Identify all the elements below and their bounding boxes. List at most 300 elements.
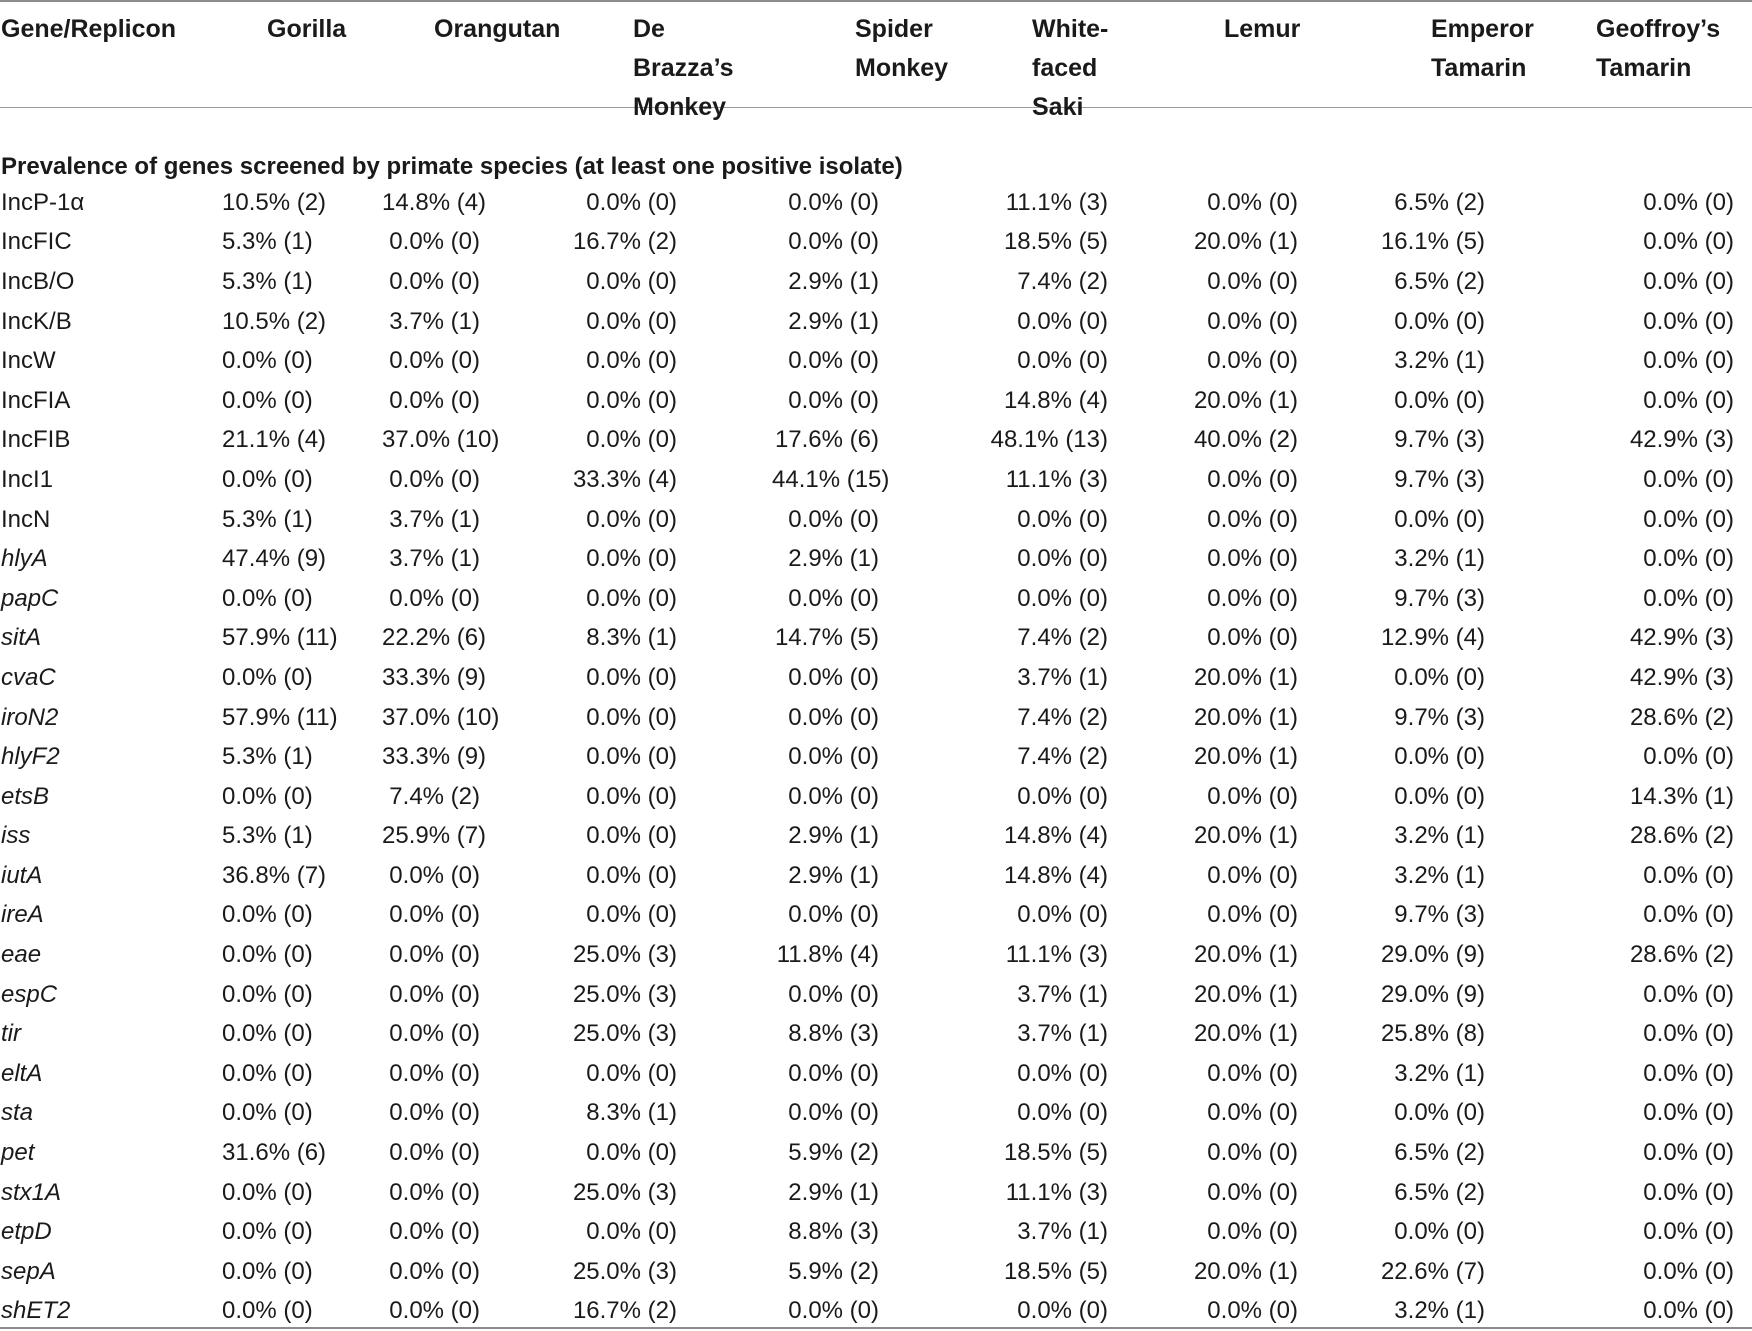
value-cell: 3.2% (1) xyxy=(1394,1059,1485,1087)
value-cell: 0.0% (0) xyxy=(788,386,879,414)
value-cell: 29.0% (9) xyxy=(1380,980,1485,1008)
gene-name-cell: pet xyxy=(1,1139,35,1167)
value-cell: 0.0% (0) xyxy=(1207,188,1298,216)
value-cell: 0.0% (0) xyxy=(1643,1020,1734,1048)
value-cell: 0.0% (0) xyxy=(1643,465,1734,493)
value-cell: 9.7% (3) xyxy=(1394,426,1485,454)
value-cell: 0.0% (0) xyxy=(1394,307,1485,335)
value-cell: 5.3% (1) xyxy=(222,822,313,850)
value-cell: 0.0% (0) xyxy=(586,347,677,375)
value-cell: 0.0% (0) xyxy=(1643,347,1734,375)
value-cell: 29.0% (9) xyxy=(1380,941,1485,969)
value-cell: 0.0% (0) xyxy=(1207,505,1298,533)
value-cell: 0.0% (0) xyxy=(1643,386,1734,414)
value-cell: 0.0% (0) xyxy=(1207,901,1298,929)
value-cell: 20.0% (1) xyxy=(1193,386,1298,414)
value-cell: 8.8% (3) xyxy=(788,1020,879,1048)
value-cell: 0.0% (0) xyxy=(1207,267,1298,295)
value-cell: 0.0% (0) xyxy=(222,465,313,493)
value-cell: 20.0% (1) xyxy=(1193,941,1298,969)
table-row xyxy=(0,1173,1752,1213)
col-header-orangutan xyxy=(382,10,572,127)
value-cell: 0.0% (0) xyxy=(1207,1099,1298,1127)
col-header-line: Gene/Replicon xyxy=(1,15,177,43)
col-header-line: Orangutan xyxy=(434,15,561,43)
value-cell: 28.6% (2) xyxy=(1629,941,1734,969)
value-cell: 7.4% (2) xyxy=(389,782,480,810)
value-cell: 0.0% (0) xyxy=(222,980,313,1008)
value-cell: 0.0% (0) xyxy=(389,1218,480,1246)
value-cell: 0.0% (0) xyxy=(1394,386,1485,414)
value-cell: 0.0% (0) xyxy=(788,782,879,810)
value-cell: 0.0% (0) xyxy=(788,703,879,731)
col-header-line: Tamarin xyxy=(1596,54,1692,82)
value-cell: 47.4% (9) xyxy=(222,545,327,573)
value-cell: 0.0% (0) xyxy=(586,386,677,414)
table-body xyxy=(0,127,1752,1331)
gene-name-cell: IncP-1α xyxy=(1,188,85,216)
value-cell: 0.0% (0) xyxy=(222,1020,313,1048)
value-cell: 0.0% (0) xyxy=(1394,663,1485,691)
table-row xyxy=(0,698,1752,738)
value-cell: 2.9% (1) xyxy=(788,822,879,850)
table-row xyxy=(0,1133,1752,1173)
value-cell: 2.9% (1) xyxy=(788,307,879,335)
value-cell: 44.1% (15) xyxy=(772,465,890,493)
value-cell: 0.0% (0) xyxy=(1017,901,1108,929)
gene-name-cell: IncN xyxy=(1,505,51,533)
value-cell: 0.0% (0) xyxy=(389,465,480,493)
value-cell: 0.0% (0) xyxy=(222,1218,313,1246)
value-cell: 0.0% (0) xyxy=(1394,743,1485,771)
prevalence-table xyxy=(0,10,1752,1331)
col-header-line: Geoffroy’s xyxy=(1596,15,1721,43)
value-cell: 0.0% (0) xyxy=(788,1297,879,1325)
table-row xyxy=(0,1252,1752,1292)
gene-name-cell: eltA xyxy=(1,1059,43,1087)
value-cell: 0.0% (0) xyxy=(1643,1099,1734,1127)
value-cell: 20.0% (1) xyxy=(1193,822,1298,850)
gene-name-cell: IncB/O xyxy=(1,267,75,295)
value-cell: 0.0% (0) xyxy=(389,267,480,295)
value-cell: 9.7% (3) xyxy=(1394,584,1485,612)
value-cell: 0.0% (0) xyxy=(1643,505,1734,533)
col-header-de-brazzas-monkey xyxy=(572,10,772,127)
value-cell: 25.0% (3) xyxy=(572,941,677,969)
value-cell: 0.0% (0) xyxy=(788,743,879,771)
value-cell: 0.0% (0) xyxy=(788,980,879,1008)
value-cell: 0.0% (0) xyxy=(222,782,313,810)
value-cell: 9.7% (3) xyxy=(1394,465,1485,493)
value-cell: 0.0% (0) xyxy=(389,901,480,929)
value-cell: 0.0% (0) xyxy=(389,980,480,1008)
value-cell: 17.6% (6) xyxy=(774,426,879,454)
gene-name-cell: hlyF2 xyxy=(1,743,60,771)
value-cell: 0.0% (0) xyxy=(788,1059,879,1087)
gene-name-cell: stx1A xyxy=(1,1178,62,1206)
value-cell: 3.7% (1) xyxy=(1017,1218,1108,1246)
value-cell: 10.5% (2) xyxy=(222,188,327,216)
value-cell: 0.0% (0) xyxy=(1643,188,1734,216)
value-cell: 0.0% (0) xyxy=(788,505,879,533)
col-header-emperor-tamarin xyxy=(1362,10,1545,127)
value-cell: 0.0% (0) xyxy=(1643,1059,1734,1087)
value-cell: 0.0% (0) xyxy=(586,307,677,335)
value-cell: 11.1% (3) xyxy=(1005,465,1108,493)
col-header-line: Lemur xyxy=(1224,15,1301,43)
col-header-line: Monkey xyxy=(855,54,949,82)
gene-name-cell: IncFIB xyxy=(1,426,71,454)
col-header-lemur xyxy=(1160,10,1362,127)
value-cell: 0.0% (0) xyxy=(1643,267,1734,295)
value-cell: 0.0% (0) xyxy=(389,1020,480,1048)
value-cell: 2.9% (1) xyxy=(788,267,879,295)
value-cell: 0.0% (0) xyxy=(389,1099,480,1127)
value-cell: 0.0% (0) xyxy=(1207,1059,1298,1087)
value-cell: 0.0% (0) xyxy=(586,545,677,573)
value-cell: 0.0% (0) xyxy=(1017,1059,1108,1087)
value-cell: 0.0% (0) xyxy=(1207,1139,1298,1167)
value-cell: 0.0% (0) xyxy=(586,505,677,533)
value-cell: 25.9% (7) xyxy=(382,822,487,850)
value-cell: 5.3% (1) xyxy=(222,505,313,533)
value-cell: 0.0% (0) xyxy=(1017,782,1108,810)
value-cell: 0.0% (0) xyxy=(389,1178,480,1206)
value-cell: 3.7% (1) xyxy=(389,307,480,335)
table-row xyxy=(0,1094,1752,1134)
value-cell: 2.9% (1) xyxy=(788,545,879,573)
col-header-gene xyxy=(0,10,222,127)
col-header-geoffroys-tamarin xyxy=(1545,10,1752,127)
value-cell: 20.0% (1) xyxy=(1193,1020,1298,1048)
value-cell: 18.5% (5) xyxy=(1003,1139,1108,1167)
value-cell: 20.0% (1) xyxy=(1193,663,1298,691)
value-cell: 0.0% (0) xyxy=(222,1297,313,1325)
value-cell: 36.8% (7) xyxy=(222,861,327,889)
value-cell: 0.0% (0) xyxy=(586,703,677,731)
value-cell: 25.8% (8) xyxy=(1380,1020,1485,1048)
table-row xyxy=(0,1014,1752,1054)
value-cell: 3.7% (1) xyxy=(1017,1020,1108,1048)
value-cell: 0.0% (0) xyxy=(586,584,677,612)
value-cell: 12.9% (4) xyxy=(1380,624,1485,652)
value-cell: 0.0% (0) xyxy=(222,347,313,375)
gene-name-cell: shET2 xyxy=(1,1297,71,1325)
col-header-line: Emperor xyxy=(1431,15,1534,43)
value-cell: 0.0% (0) xyxy=(788,663,879,691)
value-cell: 5.9% (2) xyxy=(788,1257,879,1285)
gene-name-cell: IncI1 xyxy=(1,465,54,493)
value-cell: 0.0% (0) xyxy=(586,782,677,810)
value-cell: 0.0% (0) xyxy=(389,386,480,414)
table-row xyxy=(0,856,1752,896)
value-cell: 6.5% (2) xyxy=(1394,1139,1485,1167)
gene-name-cell: IncW xyxy=(1,347,56,375)
value-cell: 0.0% (0) xyxy=(788,228,879,256)
section-row xyxy=(0,127,1752,183)
value-cell: 2.9% (1) xyxy=(788,1178,879,1206)
value-cell: 0.0% (0) xyxy=(222,1099,313,1127)
value-cell: 0.0% (0) xyxy=(788,584,879,612)
table-row xyxy=(0,302,1752,342)
value-cell: 3.2% (1) xyxy=(1394,545,1485,573)
gene-name-cell: IncFIA xyxy=(1,386,71,414)
gene-name-cell: papC xyxy=(1,584,59,612)
value-cell: 2.9% (1) xyxy=(788,861,879,889)
value-cell: 22.2% (6) xyxy=(382,624,487,652)
value-cell: 20.0% (1) xyxy=(1193,743,1298,771)
value-cell: 42.9% (3) xyxy=(1629,663,1734,691)
value-cell: 0.0% (0) xyxy=(389,1297,480,1325)
table-row xyxy=(0,817,1752,857)
gene-name-cell: sitA xyxy=(1,624,42,652)
value-cell: 57.9% (11) xyxy=(222,624,338,652)
table-row xyxy=(0,658,1752,698)
value-cell: 5.9% (2) xyxy=(788,1139,879,1167)
value-cell: 22.6% (7) xyxy=(1380,1257,1485,1285)
value-cell: 18.5% (5) xyxy=(1003,1257,1108,1285)
value-cell: 0.0% (0) xyxy=(1017,505,1108,533)
gene-name-cell: espC xyxy=(1,980,58,1008)
value-cell: 9.7% (3) xyxy=(1394,901,1485,929)
table-row xyxy=(0,975,1752,1015)
value-cell: 7.4% (2) xyxy=(1017,743,1108,771)
value-cell: 0.0% (0) xyxy=(1017,307,1108,335)
value-cell: 3.2% (1) xyxy=(1394,347,1485,375)
table-row xyxy=(0,619,1752,659)
table-row xyxy=(0,539,1752,579)
value-cell: 0.0% (0) xyxy=(1207,307,1298,335)
value-cell: 0.0% (0) xyxy=(1643,861,1734,889)
table-row xyxy=(0,1054,1752,1094)
value-cell: 0.0% (0) xyxy=(1017,584,1108,612)
col-header-white-faced-saki xyxy=(962,10,1160,127)
gene-name-cell: eae xyxy=(1,941,42,969)
value-cell: 3.7% (1) xyxy=(1017,663,1108,691)
value-cell: 0.0% (0) xyxy=(389,1139,480,1167)
value-cell: 5.3% (1) xyxy=(222,267,313,295)
value-cell: 9.7% (3) xyxy=(1394,703,1485,731)
gene-name-cell: etpD xyxy=(1,1218,52,1246)
value-cell: 3.7% (1) xyxy=(389,505,480,533)
gene-name-cell: etsB xyxy=(1,782,50,810)
value-cell: 18.5% (5) xyxy=(1003,228,1108,256)
value-cell: 25.0% (3) xyxy=(572,1257,677,1285)
value-cell: 48.1% (13) xyxy=(990,426,1108,454)
value-cell: 0.0% (0) xyxy=(586,1218,677,1246)
value-cell: 37.0% (10) xyxy=(382,703,500,731)
table-row xyxy=(0,579,1752,619)
value-cell: 0.0% (0) xyxy=(222,1059,313,1087)
value-cell: 20.0% (1) xyxy=(1193,1257,1298,1285)
value-cell: 0.0% (0) xyxy=(1643,1139,1734,1167)
value-cell: 16.7% (2) xyxy=(572,228,677,256)
value-cell: 0.0% (0) xyxy=(389,347,480,375)
value-cell: 0.0% (0) xyxy=(1207,624,1298,652)
value-cell: 0.0% (0) xyxy=(586,743,677,771)
value-cell: 0.0% (0) xyxy=(586,426,677,454)
value-cell: 11.1% (3) xyxy=(1005,188,1108,216)
table-row xyxy=(0,183,1752,223)
value-cell: 20.0% (1) xyxy=(1193,980,1298,1008)
value-cell: 0.0% (0) xyxy=(222,1257,313,1285)
value-cell: 0.0% (0) xyxy=(1643,1257,1734,1285)
value-cell: 28.6% (2) xyxy=(1629,703,1734,731)
value-cell: 0.0% (0) xyxy=(788,1099,879,1127)
value-cell: 0.0% (0) xyxy=(1017,347,1108,375)
value-cell: 0.0% (0) xyxy=(586,188,677,216)
value-cell: 14.8% (4) xyxy=(1003,386,1108,414)
value-cell: 0.0% (0) xyxy=(1643,743,1734,771)
gene-name-cell: ireA xyxy=(1,901,44,929)
col-header-gorilla xyxy=(222,10,382,127)
value-cell: 25.0% (3) xyxy=(572,1020,677,1048)
col-header-spider-monkey xyxy=(772,10,962,127)
value-cell: 8.3% (1) xyxy=(586,1099,677,1127)
table-row xyxy=(0,737,1752,777)
gene-name-cell: iss xyxy=(1,822,31,850)
value-cell: 6.5% (2) xyxy=(1394,188,1485,216)
gene-name-cell: cvaC xyxy=(1,663,56,691)
value-cell: 3.7% (1) xyxy=(389,545,480,573)
value-cell: 0.0% (0) xyxy=(389,228,480,256)
value-cell: 40.0% (2) xyxy=(1193,426,1298,454)
value-cell: 8.3% (1) xyxy=(586,624,677,652)
col-header-line: Monkey xyxy=(633,93,727,121)
value-cell: 0.0% (0) xyxy=(389,861,480,889)
table-row xyxy=(0,935,1752,975)
value-cell: 7.4% (2) xyxy=(1017,703,1108,731)
value-cell: 14.8% (4) xyxy=(382,188,487,216)
value-cell: 14.8% (4) xyxy=(1003,822,1108,850)
value-cell: 8.8% (3) xyxy=(788,1218,879,1246)
value-cell: 20.0% (1) xyxy=(1193,703,1298,731)
value-cell: 3.2% (1) xyxy=(1394,822,1485,850)
value-cell: 57.9% (11) xyxy=(222,703,338,731)
value-cell: 0.0% (0) xyxy=(1394,1099,1485,1127)
value-cell: 0.0% (0) xyxy=(1643,545,1734,573)
gene-name-cell: IncFIC xyxy=(1,228,72,256)
value-cell: 0.0% (0) xyxy=(1643,1297,1734,1325)
value-cell: 0.0% (0) xyxy=(586,1059,677,1087)
table-row xyxy=(0,421,1752,461)
col-header-line: Tamarin xyxy=(1431,54,1527,82)
value-cell: 0.0% (0) xyxy=(222,584,313,612)
value-cell: 0.0% (0) xyxy=(586,663,677,691)
value-cell: 7.4% (2) xyxy=(1017,267,1108,295)
value-cell: 11.1% (3) xyxy=(1005,941,1108,969)
table-row xyxy=(0,381,1752,421)
value-cell: 20.0% (1) xyxy=(1193,228,1298,256)
value-cell: 0.0% (0) xyxy=(788,188,879,216)
value-cell: 33.3% (9) xyxy=(382,663,487,691)
table-row xyxy=(0,500,1752,540)
value-cell: 0.0% (0) xyxy=(1017,1297,1108,1325)
value-cell: 0.0% (0) xyxy=(1394,505,1485,533)
col-header-line: Spider xyxy=(855,15,933,43)
value-cell: 0.0% (0) xyxy=(389,584,480,612)
value-cell: 0.0% (0) xyxy=(1394,782,1485,810)
value-cell: 3.2% (1) xyxy=(1394,1297,1485,1325)
gene-name-cell: hlyA xyxy=(1,545,48,573)
value-cell: 0.0% (0) xyxy=(389,941,480,969)
value-cell: 0.0% (0) xyxy=(1207,584,1298,612)
value-cell: 0.0% (0) xyxy=(586,1139,677,1167)
top-rule xyxy=(0,0,1752,2)
value-cell: 14.3% (1) xyxy=(1629,782,1734,810)
value-cell: 28.6% (2) xyxy=(1629,822,1734,850)
value-cell: 0.0% (0) xyxy=(788,347,879,375)
value-cell: 0.0% (0) xyxy=(1643,584,1734,612)
table-row xyxy=(0,1212,1752,1252)
value-cell: 0.0% (0) xyxy=(586,861,677,889)
gene-name-cell: tir xyxy=(1,1020,21,1048)
value-cell: 11.1% (3) xyxy=(1005,1178,1108,1206)
value-cell: 0.0% (0) xyxy=(1643,901,1734,929)
value-cell: 0.0% (0) xyxy=(389,1059,480,1087)
value-cell: 3.7% (1) xyxy=(1017,980,1108,1008)
value-cell: 0.0% (0) xyxy=(1207,782,1298,810)
value-cell: 25.0% (3) xyxy=(572,1178,677,1206)
value-cell: 31.6% (6) xyxy=(222,1139,327,1167)
value-cell: 0.0% (0) xyxy=(1207,545,1298,573)
value-cell: 0.0% (0) xyxy=(586,822,677,850)
value-cell: 14.8% (4) xyxy=(1003,861,1108,889)
section-title: Prevalence of genes screened by primate species (at least one positive isolate) xyxy=(1,153,903,180)
value-cell: 0.0% (0) xyxy=(1394,1218,1485,1246)
value-cell: 0.0% (0) xyxy=(1643,228,1734,256)
value-cell: 0.0% (0) xyxy=(1207,1297,1298,1325)
table-row xyxy=(0,460,1752,500)
value-cell: 0.0% (0) xyxy=(389,1257,480,1285)
value-cell: 0.0% (0) xyxy=(788,901,879,929)
value-cell: 6.5% (2) xyxy=(1394,267,1485,295)
value-cell: 0.0% (0) xyxy=(1207,465,1298,493)
value-cell: 0.0% (0) xyxy=(1017,1099,1108,1127)
table-row xyxy=(0,777,1752,817)
value-cell: 0.0% (0) xyxy=(1643,307,1734,335)
table-row xyxy=(0,341,1752,381)
value-cell: 37.0% (10) xyxy=(382,426,500,454)
value-cell: 0.0% (0) xyxy=(222,386,313,414)
value-cell: 0.0% (0) xyxy=(1207,1178,1298,1206)
gene-name-cell: iutA xyxy=(1,861,43,889)
value-cell: 5.3% (1) xyxy=(222,228,313,256)
value-cell: 6.5% (2) xyxy=(1394,1178,1485,1206)
col-header-line: Gorilla xyxy=(267,15,347,43)
value-cell: 0.0% (0) xyxy=(1643,1218,1734,1246)
value-cell: 5.3% (1) xyxy=(222,743,313,771)
value-cell: 33.3% (4) xyxy=(572,465,677,493)
value-cell: 11.8% (4) xyxy=(776,941,879,969)
col-header-line: White-faced xyxy=(1032,15,1109,82)
value-cell: 0.0% (0) xyxy=(222,663,313,691)
col-header-line: Saki xyxy=(1032,93,1084,121)
table-row xyxy=(0,223,1752,263)
table-row xyxy=(0,896,1752,936)
value-cell: 0.0% (0) xyxy=(1643,1178,1734,1206)
value-cell: 0.0% (0) xyxy=(1207,861,1298,889)
value-cell: 0.0% (0) xyxy=(586,901,677,929)
value-cell: 42.9% (3) xyxy=(1629,624,1734,652)
value-cell: 0.0% (0) xyxy=(1207,347,1298,375)
gene-name-cell: sepA xyxy=(1,1257,56,1285)
value-cell: 7.4% (2) xyxy=(1017,624,1108,652)
value-cell: 0.0% (0) xyxy=(1017,545,1108,573)
value-cell: 21.1% (4) xyxy=(222,426,327,454)
value-cell: 0.0% (0) xyxy=(1643,980,1734,1008)
value-cell: 16.1% (5) xyxy=(1380,228,1485,256)
